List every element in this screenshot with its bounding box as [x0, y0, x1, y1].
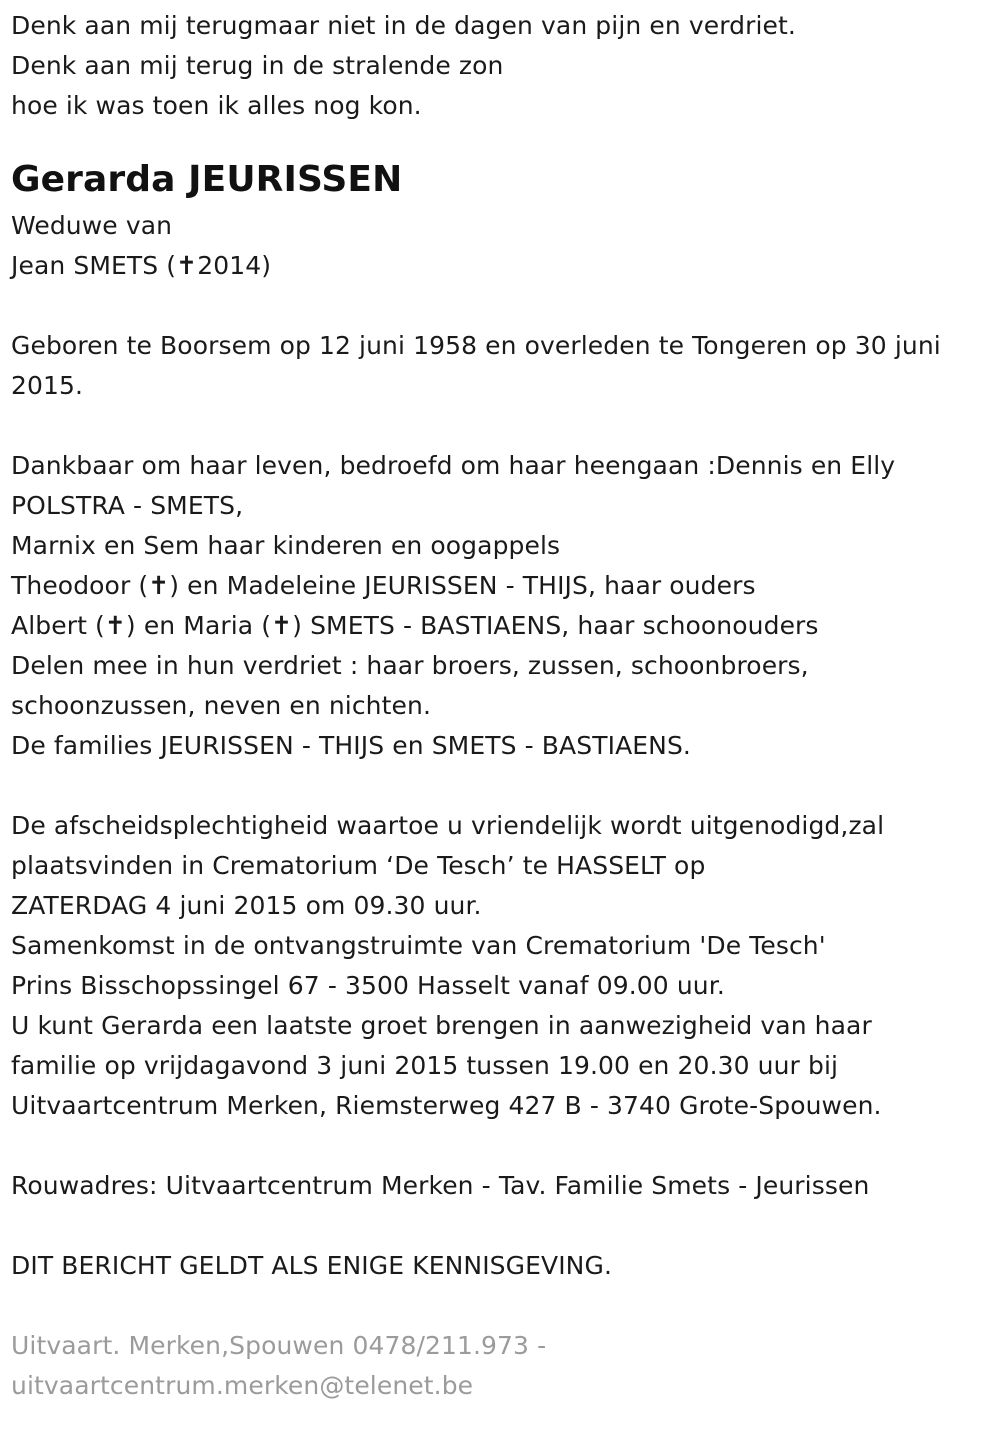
paragraph-line: Samenkomst in de ontvangstruimte van Crematorium 'De Tesch' — [11, 931, 826, 960]
paragraph-line: Theodoor (✝) en Madeleine JEURISSEN - THIJS, haar ouders — [11, 571, 756, 600]
paragraph-line: ZATERDAG 4 juni 2015 om 09.30 uur. — [11, 891, 482, 920]
family-paragraph — [11, 446, 996, 766]
paragraph-line: Geboren te Boorsem op 12 juni 1958 en overleden te Tongeren op 30 juni — [11, 331, 941, 360]
paragraph-line: Prins Bisschopssingel 67 - 3500 Hasselt vanaf 09.00 uur. — [11, 971, 725, 1000]
paragraph-line: POLSTRA - SMETS, — [11, 491, 244, 520]
paragraph-line: U kunt Gerarda een laatste groet brengen in aanwezigheid van haar — [11, 1011, 872, 1040]
birth-death-paragraph — [11, 326, 996, 406]
footer-email: uitvaartcentrum.merken@telenet.be — [11, 1371, 474, 1400]
paragraph-line: schoonzussen, neven en nichten. — [11, 691, 432, 720]
widow-line: Weduwe van — [11, 211, 173, 240]
spacer — [11, 286, 996, 326]
ceremony-paragraph — [11, 806, 996, 1126]
paragraph-line: Marnix en Sem haar kinderen en oogappels — [11, 531, 561, 560]
spacer — [11, 1286, 996, 1326]
footer — [11, 1326, 996, 1406]
poem-line: Denk aan mij terug in de stralende zon — [11, 51, 504, 80]
paragraph-line: Delen mee in hun verdriet : haar broers, zussen, schoonbroers, — [11, 651, 809, 680]
spacer — [11, 766, 996, 806]
spouse-line: Jean SMETS (✝2014) — [11, 251, 272, 280]
paragraph-line: 2015. — [11, 371, 84, 400]
paragraph-line: Albert (✝) en Maria (✝) SMETS - BASTIAENS, haar schoonouders — [11, 611, 819, 640]
paragraph-line: Uitvaartcentrum Merken, Riemsterweg 427 B - 3740 Grote-Spouwen. — [11, 1091, 882, 1120]
notice-line: DIT BERICHT GELDT ALS ENIGE KENNISGEVING. — [11, 1251, 612, 1280]
spacer — [11, 126, 996, 158]
paragraph-line: Dankbaar om haar leven, bedroefd om haar heengaan :Dennis en Elly — [11, 451, 896, 480]
poem-line: Denk aan mij terugmaar niet in de dagen van pijn en verdriet. — [11, 11, 796, 40]
mourning-address: Rouwadres: Uitvaartcentrum Merken - Tav. Familie Smets - Jeurissen — [11, 1171, 870, 1200]
spacer — [11, 1206, 996, 1246]
death-notice — [11, 6, 996, 1406]
poem-line: hoe ik was toen ik alles nog kon. — [11, 91, 422, 120]
footer-phone: Uitvaart. Merken,Spouwen 0478/211.973 - — [11, 1331, 547, 1360]
paragraph-line: familie op vrijdagavond 3 juni 2015 tussen 19.00 en 20.30 uur bij — [11, 1051, 839, 1080]
paragraph-line: plaatsvinden in Crematorium ‘De Tesch’ te HASSELT op — [11, 851, 706, 880]
deceased-name: Gerarda JEURISSEN — [11, 159, 403, 200]
spacer — [11, 406, 996, 446]
paragraph-line: De families JEURISSEN - THIJS en SMETS - BASTIAENS. — [11, 731, 691, 760]
poem — [11, 6, 996, 126]
paragraph-line: De afscheidsplechtigheid waartoe u vriendelijk wordt uitgenodigd,zal — [11, 811, 885, 840]
spacer — [11, 1126, 996, 1166]
